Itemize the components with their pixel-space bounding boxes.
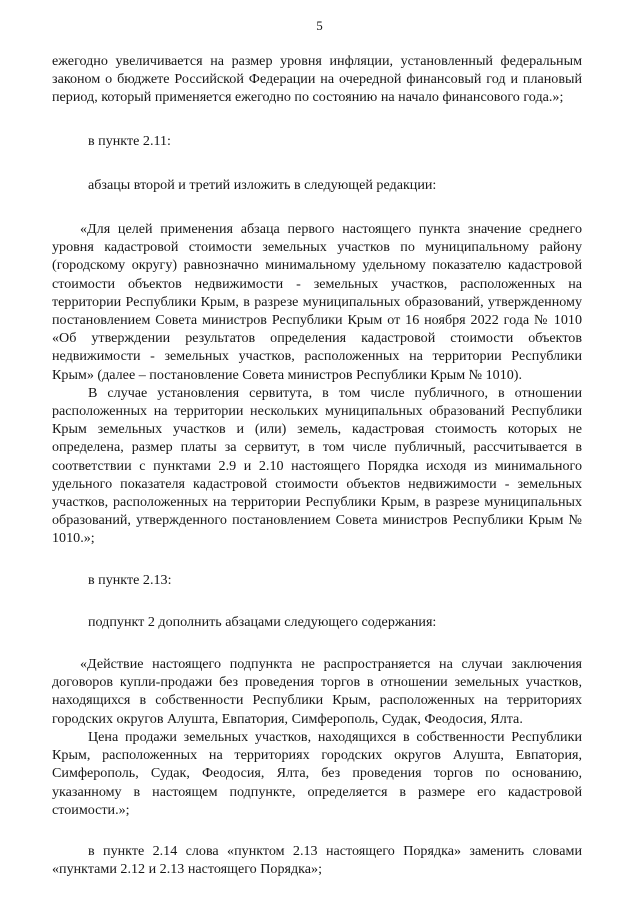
paragraph-point-2-11: в пункте 2.11: [88, 132, 171, 149]
paragraph-point-2-14: в пункте 2.14 слова «пунктом 2.13 настоящего Порядка» заменить словами «пунктами 2.12 и 2.13 настоящего Порядка»; [52, 842, 582, 878]
paragraph-servitude: В случае установления сервитута, в том числе публичного, в отношении расположенных на территории нескольких муниципальных образований Республики Крым земельных участков и (или) земель, кадастровая стоимость которых не определена, размер платы за сервитут, в том числе публичный, рассчитывается в соответствии с пунктами 2.9 и 2.10 настоящего Порядка исходя из минимального удельного показателя кадастровой стоимости объектов недвижимости - земельных участков, расположенных на территории Республики Крым, в разрезе муниципальных образований, утвержденного постановлением Совета министров Республики Крым № 1010.»; [52, 384, 582, 547]
document-body [52, 52, 582, 878]
paragraph-sale-price: Цена продажи земельных участков, находящихся в собственности Республики Крым, расположенных на территориях городских округов Алушта, Евпатория, Симферополь, Судак, Феодосия, Ялта, без проведения торгов по основанию, указанному в настоящем подпункте, определяется в размере его кадастровой стоимости.»; [52, 728, 582, 818]
paragraph-quoted-exception: «Действие настоящего подпункта не распространяется на случаи заключения договоров купли-продажи без проведения торгов в отношении земельных участков, находящихся в собственности Республики Крым, расположенных на территориях городских округов Алушта, Евпатория, Симферополь, Судак, Феодосия, Ялта. [52, 656, 582, 727]
paragraph-amend-instruction: абзацы второй и третий изложить в следующей редакции: [88, 176, 437, 193]
paragraph-subpoint-2-addition: подпункт 2 дополнить абзацами следующего содержания: [88, 613, 437, 630]
page-number: 5 [316, 18, 323, 33]
paragraph-inflation-clause: ежегодно увеличивается на размер уровня инфляции, установленный федеральным законом о бюджете Российской Федерации на очередной финансовый год и плановый период, который применяется ежегодно по состоянию на начало финансового года.»; [52, 53, 582, 106]
paragraph-point-2-13: в пункте 2.13: [88, 571, 172, 588]
paragraph-quoted-average-level: «Для целей применения абзаца первого настоящего пункта значение среднего уровня кадастровой стоимости земельных участков по муниципальному району (городскому округу) равнозначно минимальному удельному показателю кадастровой стоимости объектов недвижимости - земельных участков, расположенных на территории Республики Крым, в разрезе муниципальных образований, утвержденному постановлением Совета министров Республики Крым от 16 ноября 2022 года № 1010 «Об утверждении результатов определения кадастровой стоимости объектов недвижимости - земельных участков, расположенных на территории Республики Крым» (далее – постановление Совета министров Республики Крым № 1010). [52, 221, 582, 383]
